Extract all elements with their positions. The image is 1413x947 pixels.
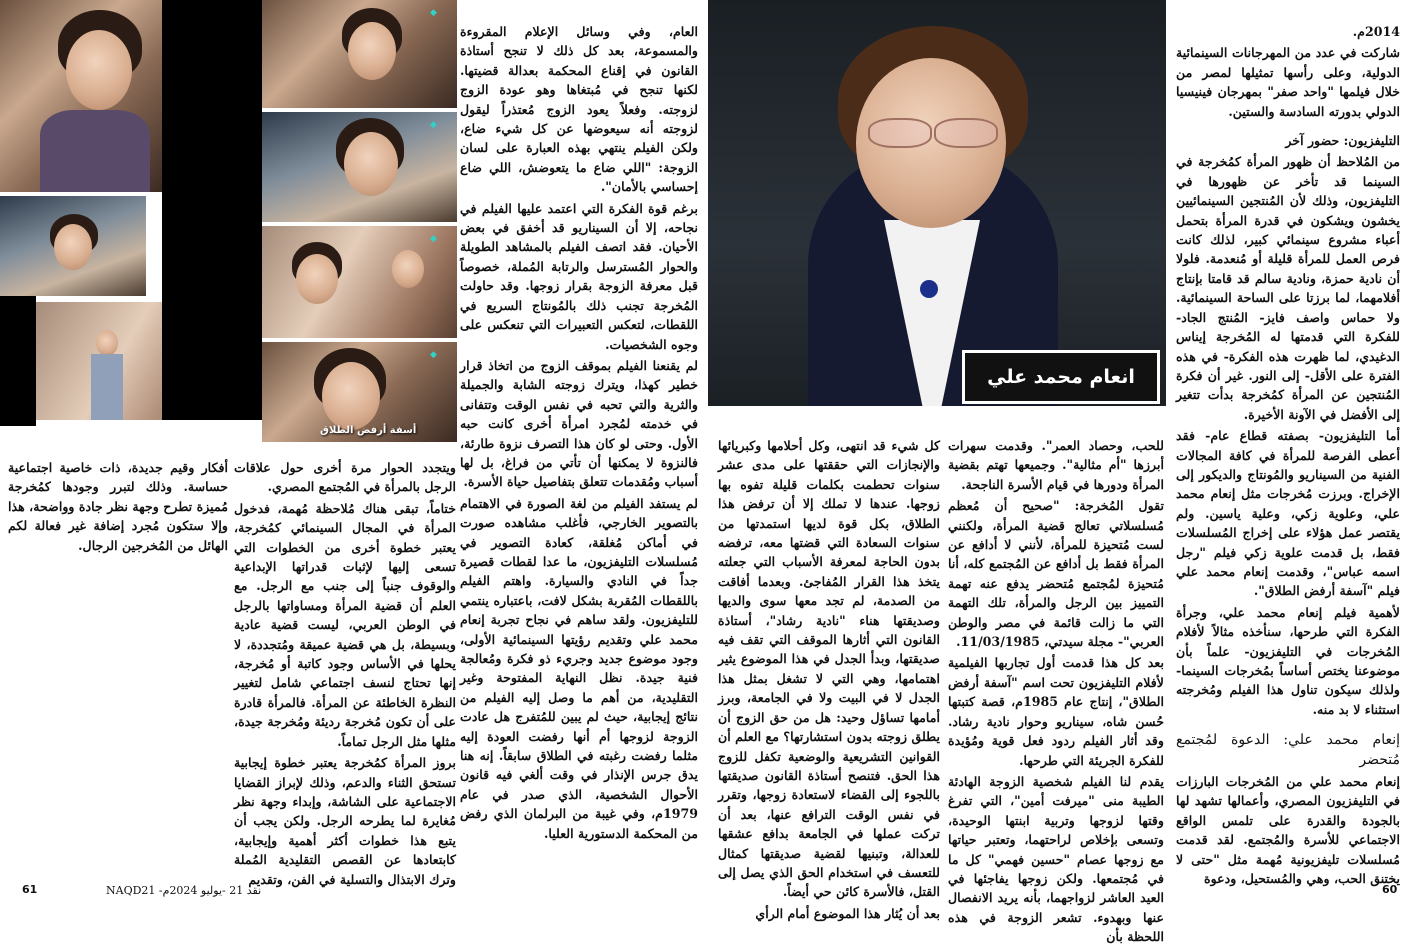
text-column-left-bottom (8, 458, 228, 578)
paragraph: 2014م. (1352, 24, 1400, 39)
paragraph: من المُلاحظ أن ظهور المرأة كمُخرجة في السينما قد تأخر عن ظهورها في التليفزيون، وذلك لأن المُنتجين السينمائيين يخشون ويشكون في قدرة المرأة بتحمل أعباء مشروع سينمائي كبير، لذلك كانت فرص العمل للمرأة قليلة أو مُنعدمة. فلولا أن نادية حمزة، ونادية سالم قد قامتا بإنتاج أفلامهما، لما برزتا على الساحة السينمائية. ولا حماس واصف فايز- المُنتج الجاد- للفكرة التي قدمتها له المُخرجة إيناس الدغيدي، لما ظهرت هذه الفكرة- في هذه الفترة على الأقل- إلى النور. غير أن فكرة المُنتجين عن المرأة كمُخرجة بدأت تتغير إلى الأفضل في الآونة الأخيرة. (1176, 154, 1400, 422)
black-panel (0, 296, 36, 354)
section-heading: إنعام محمد علي: الدعوة لمُجتمع مُتحضر (1176, 732, 1400, 768)
paragraph: تقول المُخرجة: "صحيح أن مُعظم مُسلسلاتي تعالج قضية المرأة، ولكنني لست مُتحيزة للمرأة، لأنني لا أدافع عن المرأة فقط بل أدافع عن المُجتمع كله، أنا مُتحيزة لمُجتمع مُتحضر يدفع عنه تهمة التمييز بين الرجل والمرأة، تلك التهمة التي ما زالت قائمة في مصر والوطن العربي"- مجلة سيدتي، 11/03/1985. (948, 498, 1164, 650)
text-column-right (1176, 22, 1400, 887)
portrait-name-badge: انعام محمد علي (962, 350, 1160, 404)
film-still-top-left (0, 0, 162, 192)
issue-line: نقد 21 -يوليو 2024م- NAQD21 (106, 884, 262, 897)
paragraph: أما التليفزيون- بصفته قطاع عام- فقد أعطى الفرصة للمرأة في كافة المجالات الفنية من السيناريو والمُونتاج والديكور إلى الإخراج. وبرزت مُخرجات مثل إنعام محمد علي، وعلوية زكي، وعلية ياسين. ولم يقتصر عمل هؤلاء على إخراج المُسلسلات فقط، بل قدمت علوية زكي فيلم "رجل اسمه عباس"، وقدمت إنعام محمد علي فيلم "آسفة أرفض الطلاق". (1176, 428, 1400, 599)
paragraph: ويتجدد الحوار مرة أخرى حول علاقات الرجل بالمرأة في المُجتمع المصري. (234, 460, 456, 495)
paragraph: العام، وفي وسائل الإعلام المقروءة والمسموعة، بعد كل ذلك لا تنجح أستاذة القانون في إقناع المحكمة بعدالة قضيتها. لكنها تنجح في مُبتغاها وهو عودة الزوج لزوجته. وفعلاً يعود الزوج مُعتذراً ليقول لزوجته أنه سيعوضها عن كل شيء ضاع، ولكن الفيلم ينتهي بهذه العبارة على لسان الزوجة: "اللي ضاع ما يتعوضش، اللي ضاع إحساسي بالأمان". (460, 24, 698, 195)
section-subheading: التليفزيون: حضور آخر (1285, 133, 1400, 149)
film-still-bottom-left-1 (0, 196, 146, 296)
paragraph: لم يستفد الفيلم من لغة الصورة في الاهتمام بالتصوير الخارجي، فأغلب مشاهده صورت في أماكن مُغلقة، كعادة التصوير في مُسلسلات التليفزيون، ما عدا لقطات قصيرة جداً في النادي والسيارة. واهتم الفيلم باللقطات المُقربة بشكل لافت، باعتباره ينتمي للتليفزيون. ولقد ساهم في نجاح تجربة إنعام محمد علي وتقديم رؤيتها السينمائية الأولى، وجود موضوع جديد وجريء ذو فكرة ومُعالجة فنية جيدة. نظل النهاية المفتوحة وغير التقليدية، من أهم ما وصل إليه الفيلم من نتائج إيجابية، حيث لم يبين للمُتفرج هل عادت الزوجة لزوجها أم أنها رفضت العودة إليه مثلما رفضت رغبته في الطلاق سابقاً. إنه هنا يدق جرس الإنذار في وقت ألغي فيه قانون الأحوال الشخصية، الذي صدر في عام 1979م، وفي غيبة من البرلمان الذي رفض من المحكمة الدستورية العليا. (460, 495, 698, 841)
channel-logo-icon: ◆ (430, 234, 437, 244)
text-column-center (718, 436, 940, 921)
paragraph: بروز المرأة كمُخرجة يعتبر خطوة إيجابية تستحق الثناء والدعم، وذلك لإبراز القضايا الاجتماعية على الشاشة، وإبداء وجهة نظر مُغايرة لما يطرحه الرجل. ولكن يجب أن يتبع هذا خطوات أكثر أهمية وإيجابية، كابتعادها عن القصص التقليدية المُملة وترك الابتذال والتسلية في الفن، وتقديم (234, 755, 456, 887)
film-still-col2-1 (262, 0, 457, 108)
paragraph: برغم قوة الفكرة التي اعتمد عليها الفيلم في نجاحه، إلا أن السيناريو قد أخفق في بعض الأحيان. فقد اتصف الفيلم بالمشاهد الطويلة والحوار المُسترسل والرتابة المُملة، خصوصاً قبل معرفة الزوجة بقرار زوجها. وقد حاولت المُخرجة تجنب ذلك بالمُونتاج السريع في اللقطات، لتعكس التعبيرات التي تنعكس على وجوه الشخصيات. (460, 200, 698, 352)
paragraph: أفكار وقيم جديدة، ذات خاصية اجتماعية حساسة. وذلك لتبرر وجودها كمُخرجة مُميزة تطرح وجهة نظر جادة وواضحة، هذا وإلا ستكون مُجرد إضافة غير فعالة لكم الهائل من المُخرجين الرجال. (8, 460, 228, 553)
channel-logo-icon: ◆ (430, 8, 437, 18)
channel-logo-icon: ◆ (430, 120, 437, 130)
text-column-left-top (460, 22, 698, 882)
paragraph: إنعام محمد علي من المُخرجات البارزات في التليفزيون المصري، وأعمالها تشهد لها بالجودة والقدرة على تلمس الواقع الاجتماعي للأسرة والمُجتمع. لقد قدمت مُسلسلات تليفزيونية مُهمة مثل "حتى لا يختنق الحب، وهي والمُستحيل، ودعوة (1176, 774, 1400, 887)
paragraph: كل شيء قد انتهى، وكل أحلامها وكبريائها والإنجازات التي حققتها على مدى عشر سنوات تحطمت بكلمات قليلة تفوه بها زوجها. عندها لا تملك إلا أن ترفض هذا الطلاق، بكل قوة لديها استمدتها من سنوات السعادة التي قضتها معه، ترفضه بدون الحاجة لمعرفة الأسباب التي جعلته يتخذ هذا القرار المُفاجئ. وبعدما أفاقت من الصدمة، لم تجد معها سوى والديها وصديقتها هناء "نادية رشاد"، أستاذة القانون التي أثارها الموقف التي تقف فيه صديقتها، وبدأ الجدل في هذا الموضوع يثير اهتمامها، وهي التي لا تشغل بمثل هذا الجدل لا في البيت ولا في الجامعة، وبرز أمامها تساؤل وحيد: هل من حق الزوج أن يطلق زوجته بدون استشارتها؟ مع العلم أن القوانين التشريعية والوضعية تكفل للزوج هذا الحق. فتنصح أستاذة القانون صديقتها باللجوء إلى القضاء لاستعادة زوجها، وتقرر في نفس الوقت الترافع عنها، بعد أن تركت عملها في الجامعة بدافع عشقها للعدالة، وتبنيها لقضية صديقتها كمثال للتعسف في استخدام الحق الذي يصل إلى القتل، فالأسرة كائن حي أيضاً. (718, 438, 940, 900)
film-still-col2-2 (262, 112, 457, 222)
text-column-left-middle (234, 458, 456, 887)
paragraph: بعد أن يُثار هذا الموضوع أمام الرأي (755, 905, 940, 921)
black-panel-bottom (0, 354, 36, 426)
page-number-right: 60 (1382, 883, 1398, 896)
paragraph: شاركت في عدد من المهرجانات السينمائية الدولية، وعلى رأسها تمثيلها لمصر من خلال فيلمها "واحد صفر" بمهرجان فينيسيا الدولي بدورته السادسة والستين. (1176, 45, 1400, 119)
paragraph: لأهمية فيلم إنعام محمد علي، وجرأة الفكرة التي طرحها، سنأخذه مثالاً لأفلام المُخرجات في التليفزيون- علماً بأن موضوعنا يختص أساساً بمُخرجات السينما- ولذلك سيكون تناول هذا الفيلم ومُخرجته استثناء لا بد منه. (1176, 604, 1400, 717)
paragraph: بعد كل هذا قدمت أول تجاربها الفيلمية لأفلام التليفزيون تحت اسم "آسفة أرفض الطلاق"، إنتاج عام 1985م، قصة كتبتها حُسن شاه، سيناريو وحوار نادية رشاد. وقد أثار الفيلم ردود فعل قوية ومُؤيدة للفكرة الجريئة التي طرحها. (948, 655, 1164, 768)
channel-logo-icon: ◆ (430, 350, 437, 360)
portrait-photo (708, 0, 1166, 406)
text-column-right-2 (948, 436, 1164, 945)
paragraph: للحب، وحصاد العمر". وقدمت سهرات أبرزها "أم مثالية". وجميعها تهتم بقضية المرأة ودورها في قيام الأسرة الناجحة. (948, 438, 1164, 492)
black-panel-top (162, 0, 262, 420)
paragraph: ختاماً، تبقى هناك مُلاحظة مُهمة، فدخول المرأة في المجال السينمائي كمُخرجة، يعتبر خطوة أخرى من الخطوات التي تسعى إليها لإثبات قدراتها الإبداعية والوقوف جنباً إلى جنب مع الرجل. مع العلم أن قضية المرأة ومساواتها بالرجل في الوطن العربي، ليست قضية عادية وبسيطة، بل هي قضية عميقة ومُتجددة، لا يحلها في الأساس وجود كاتبة أو مُخرجة، إنها تحتاج لنسف اجتماعي شامل لتغيير النظرة الخاطئة عن المرأة. فالمرأة قادرة على أن تكون مُخرجة رديئة ومُخرجة جيدة، مثلها مثل الرجل تماماً. (234, 500, 456, 749)
paragraph: لم يقنعنا الفيلم بموقف الزوج من اتخاذ قرار خطير كهذا، ويترك زوجته الشابة والجميلة والثرية والتي تحبه في نفس الوقت وتتفانى في خدمته لمُجرد امرأة أخرى كانت حبه الأول. وحتى لو كان هذا التصرف نزوة طارئة، فالنزوة لا يمكنها أن تأتي من فراغ، بل لها أسباب ومُقدمات تتعلق بتفاصيل حياة الأسرة. (460, 357, 698, 490)
paragraph: يقدم لنا الفيلم شخصية الزوجة الهادئة الطيبة منى "ميرفت أمين"، التي تفرغ وقتها لزوجها وتربية ابنتها الوحيدة، وتسعى بإخلاص لراحتهما، وتعتبر حياتها مع زوجها عصام "حسين فهمي" كل ما في مُجتمعها. ولكن زوجها يفاجئها في العيد العاشر لزواجهما، بأنه يريد الانفصال عنها وبهدوء. تشعر الزوجة في هذه اللحظة بأن (948, 773, 1164, 945)
film-still-caption: أسفة أرفض الطلاق (320, 425, 417, 436)
film-still-col2-3 (262, 226, 457, 338)
page-number-left: 61 (22, 883, 38, 896)
